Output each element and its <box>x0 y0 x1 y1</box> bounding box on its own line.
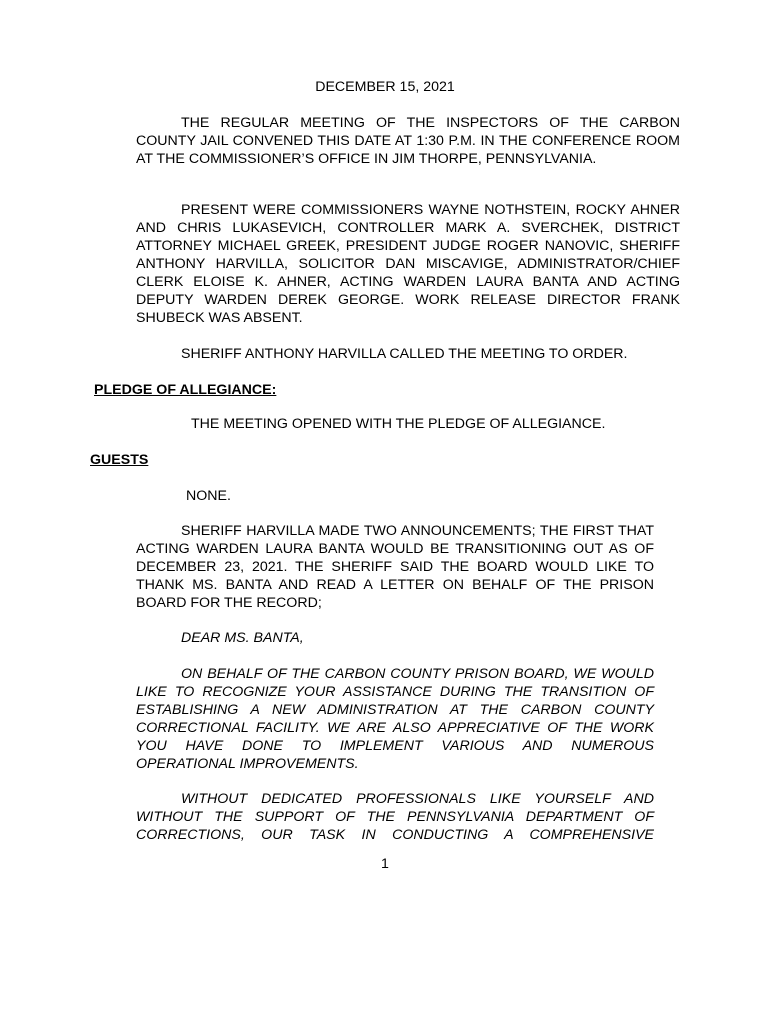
letter-paragraph-2: WITHOUT DEDICATED PROFESSIONALS LIKE YOURSELF AND WITHOUT THE SUPPORT OF THE PENNSYLVANIA DEPARTMENT OF CORRECTIONS, OUR TASK IN CONDUCTING A COMPREHENSIVE <box>136 791 654 843</box>
page-number: 1 <box>381 856 389 872</box>
paragraph-pledge: THE MEETING OPENED WITH THE PLEDGE OF ALLEGIANCE. <box>191 416 606 432</box>
letter-salutation: DEAR MS. BANTA, <box>181 630 304 646</box>
paragraph-announcements: SHERIFF HARVILLA MADE TWO ANNOUNCEMENTS; THE FIRST THAT ACTING WARDEN LAURA BANTA WOULD BE TRANSITIONING OUT AS OF DECEMBER 23, 2021. THE SHERIFF SAID THE BOARD WOULD LIKE TO THANK MS. BANTA AND READ A LETTER ON BEHALF OF THE PRISON BOARD FOR THE RECORD; <box>136 523 654 611</box>
paragraph-convened: THE REGULAR MEETING OF THE INSPECTORS OF THE CARBON COUNTY JAIL CONVENED THIS DATE AT 1:30 P.M. IN THE CONFERENCE ROOM AT THE COMMISSIONER’S OFFICE IN JIM THORPE, PENNSYLVANIA. <box>136 115 680 167</box>
meeting-date: DECEMBER 15, 2021 <box>315 79 455 95</box>
heading-pledge: PLEDGE OF ALLEGIANCE: <box>94 382 277 398</box>
paragraph-present: PRESENT WERE COMMISSIONERS WAYNE NOTHSTEIN, ROCKY AHNER AND CHRIS LUKASEVICH, CONTROLLER MARK A. SVERCHEK, DISTRICT ATTORNEY MICHAEL GREEK, PRESIDENT JUDGE ROGER NANOVIC, SHERIFF ANTHONY HARVILLA, SOLICITOR DAN MISCAVIGE, ADMINISTRATOR/CHIEF CLERK ELOISE K. AHNER, ACTING WARDEN LAURA BANTA AND ACTING DEPUTY WARDEN DEREK GEORGE. WORK RELEASE DIRECTOR FRANK SHUBECK WAS ABSENT. <box>136 202 680 326</box>
letter-paragraph-1: ON BEHALF OF THE CARBON COUNTY PRISON BOARD, WE WOULD LIKE TO RECOGNIZE YOUR ASSISTANCE DURING THE TRANSITION OF ESTABLISHING A NEW ADMINISTRATION AT THE CARBON COUNTY CORRECTIONAL FACILITY. WE ARE ALSO APPRECIATIVE OF THE WORK YOU HAVE DONE TO IMPLEMENT VARIOUS AND NUMEROUS OPERATIONAL IMPROVEMENTS. <box>136 666 654 772</box>
heading-guests: GUESTS <box>90 452 149 468</box>
paragraph-guests: NONE. <box>186 488 231 504</box>
paragraph-called-to-order: SHERIFF ANTHONY HARVILLA CALLED THE MEETING TO ORDER. <box>181 346 628 362</box>
